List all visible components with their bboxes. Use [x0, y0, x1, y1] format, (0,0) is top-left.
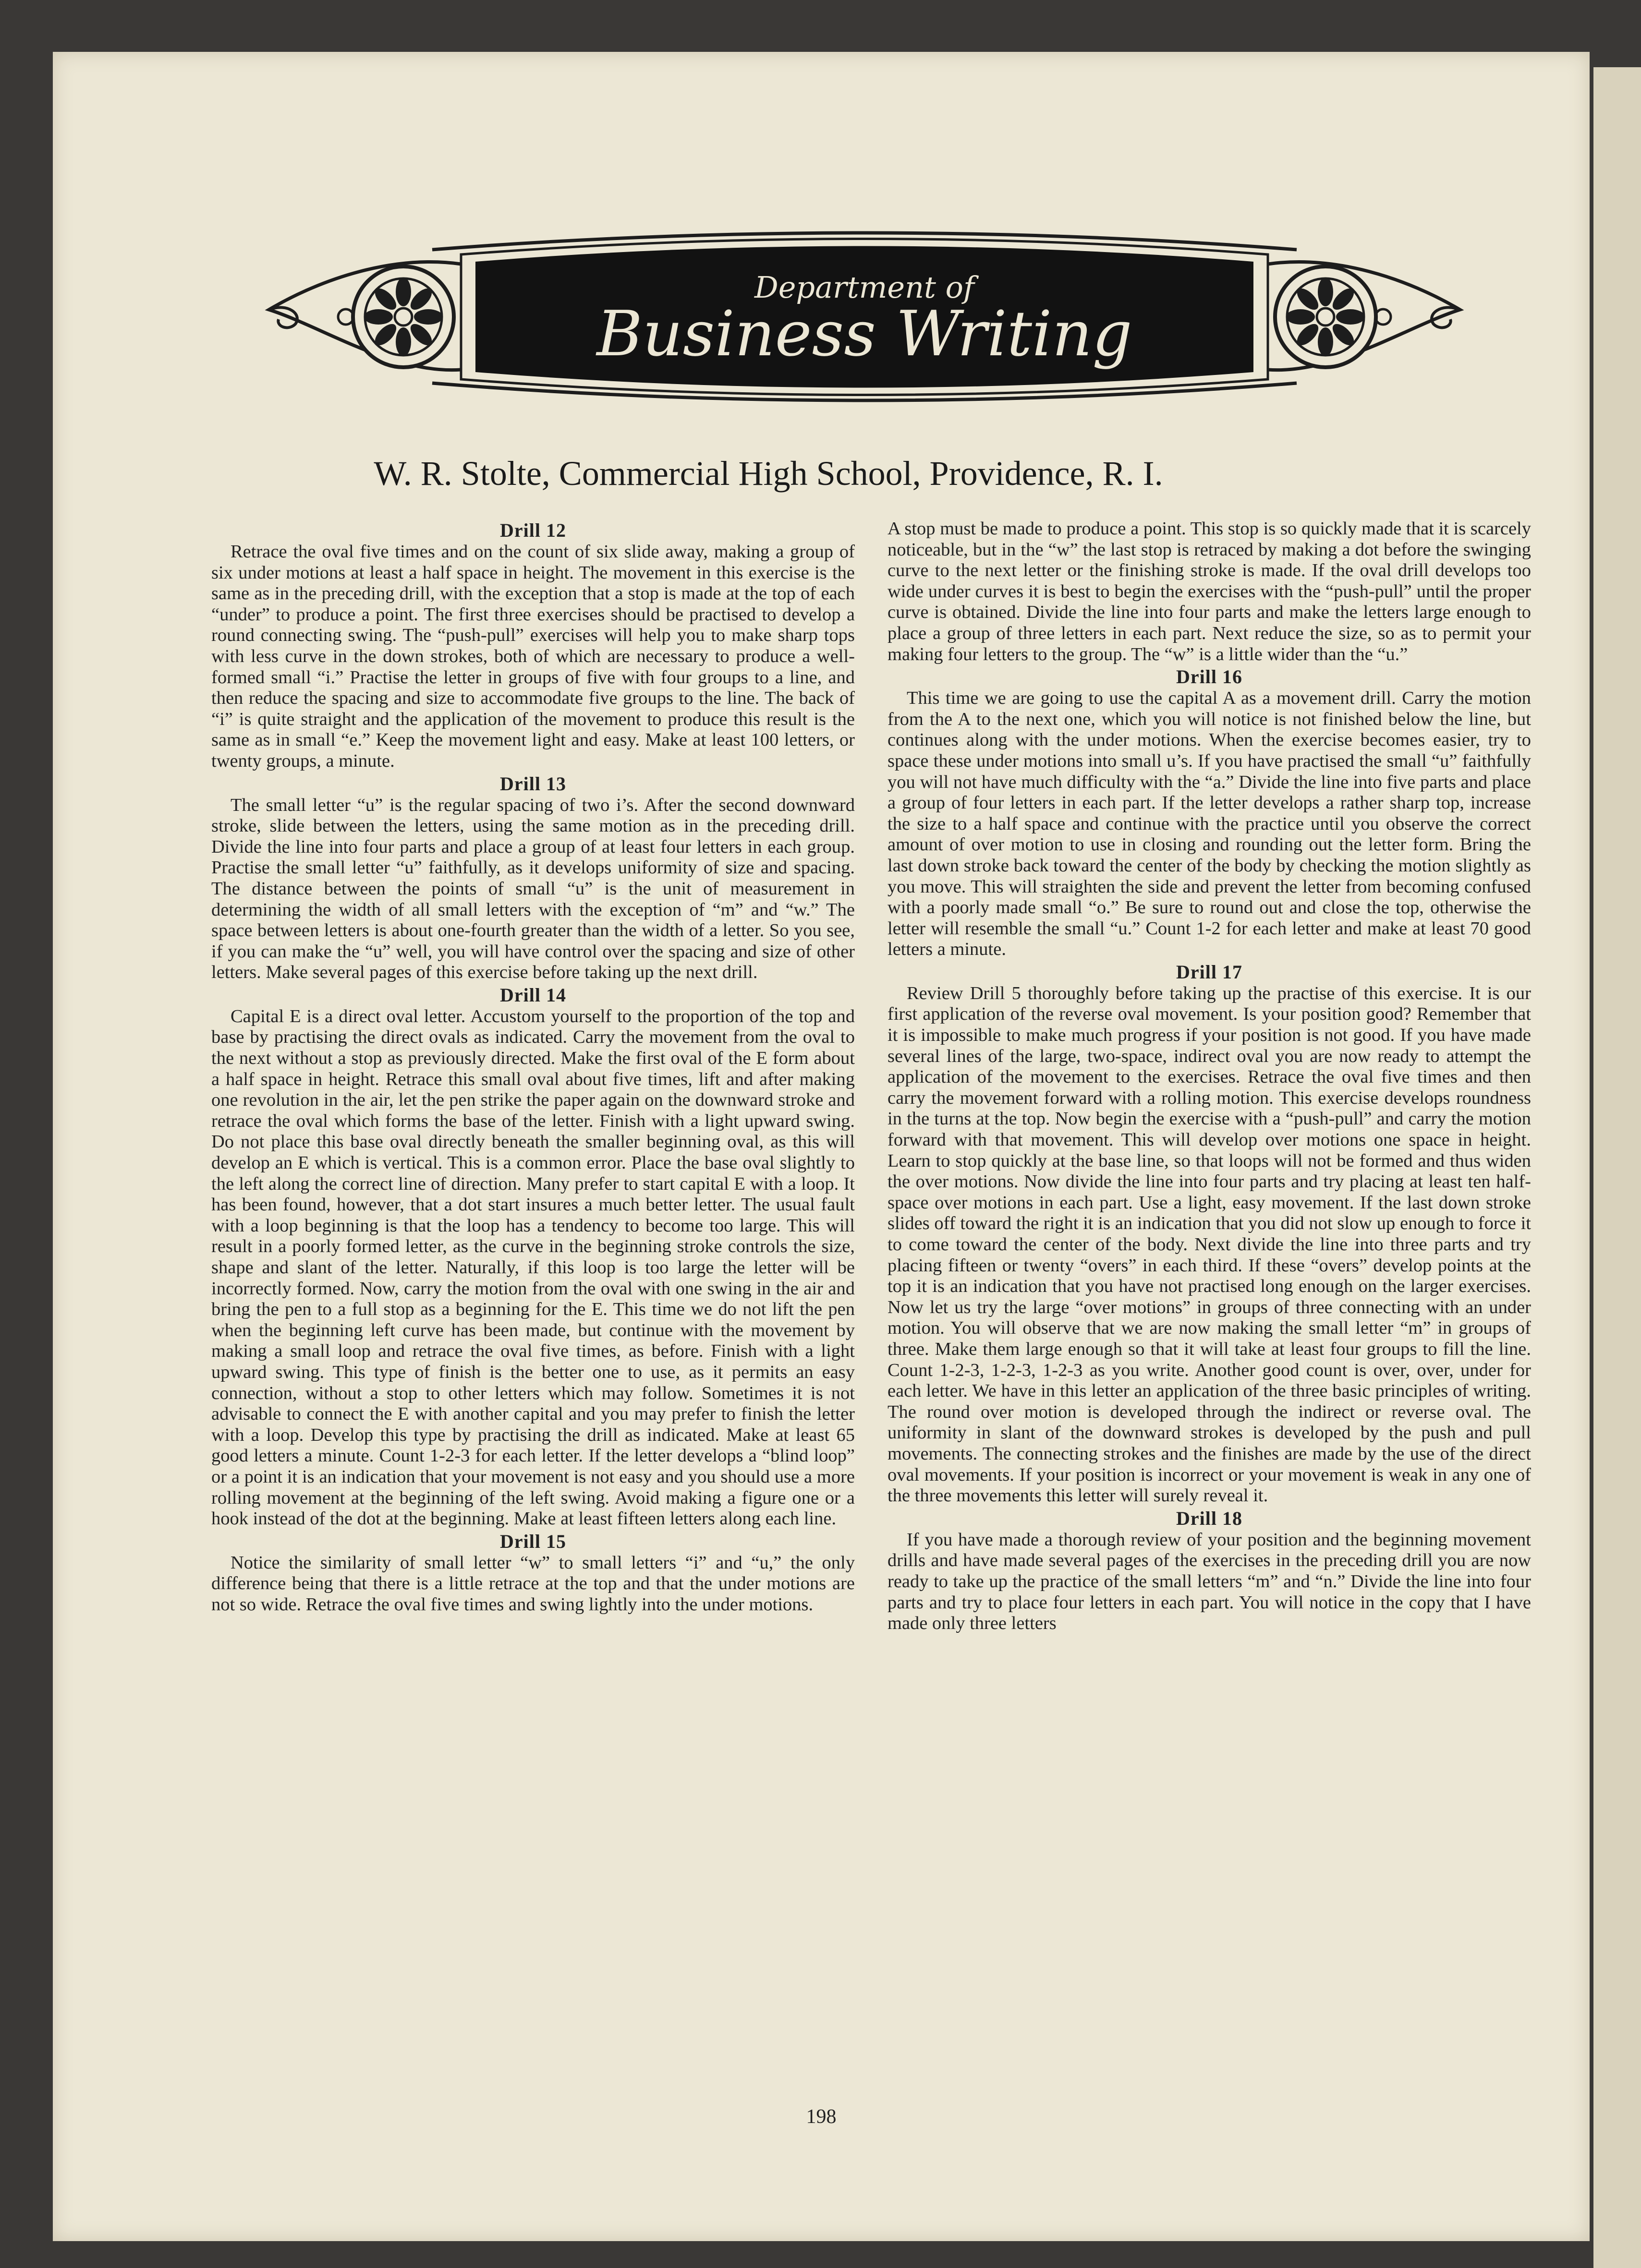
left-rosette-icon: [353, 266, 454, 367]
drill-13-text: The small letter “u” is the regular spacing of two i’s. After the second downward stroke, slide between the letters, using the same motion as in the preceding drill. Divide the line into four parts and place a group of at least four letters in each group. Practise the small letter “u” faithfully, as it develops uniformity of size and spacing. The distance between the points of small “u” is the unit of measurement in determining the width of all small letters with the exception of “m” and “w.” The space between letters is about one-fourth greater than the width of a letter. So you see, if you can make the “u” well, you will have control over the spacing and size of other letters. Make several pages of this exercise before taking up the next drill.: [211, 795, 855, 983]
drill-16-text: This time we are going to use the capital A as a movement drill. Carry the motion from the A to the next one, which you will notice is not finished below the line, but continues along with the under motions. When the exercise becomes easier, try to space these under motions into small u’s. If you have practised the small “u” faithfully you will not have much difficulty with the “a.” Divide the line into five parts and place a group of four letters in each part. If the letter develops a rather sharp top, increase the size to a half space and continue with the practice until you observe the correct amount of over motion to use in closing and rounding out the letter form. Bring the last down stroke back toward the center of the body by checking the motion slightly as you move. This will straighten the side and prevent the letter from becoming confused with a poorly made small “o.” Be sure to round out and close the top, otherwise the letter will resemble the small “u.” Count 1-2 for each letter and make at least 70 good letters a minute.: [887, 688, 1531, 960]
banner-title-small: Department of: [754, 270, 974, 305]
drill-13-heading: Drill 13: [500, 772, 566, 795]
banner-title-large: Business Writing: [596, 297, 1132, 370]
drill-18-text: If you have made a thorough review of your position and the beginning movement drills and have made several pages of the exercises in the preceding drill you are now ready to take up the practice of the small letters “m” and “n.” Divide the line into four parts and try to place four letters in each part. You will notice in the copy that I have made only three letters: [887, 1529, 1531, 1634]
drill-15-heading: Drill 15: [500, 1530, 566, 1552]
left-column: [211, 519, 855, 2055]
adjacent-page-edge: [1593, 67, 1641, 2268]
drill-12-heading: Drill 12: [500, 519, 566, 541]
drill-14-heading: Drill 14: [500, 984, 566, 1006]
drill-18-heading: Drill 18: [1176, 1507, 1242, 1529]
right-column: [887, 519, 1531, 2055]
drill-15-text-continued: A stop must be made to produce a point. This stop is so quickly made that it is scarcely noticeable, but in the “w” the last stop is retraced by making a dot before the swinging curve to the next letter or the finishing stroke is made. If the oval drill develops too wide under curves it is best to begin the exercises with the “push-pull” until the proper curve is obtained. Divide the line into four parts and make the letters large enough to place a group of three letters in each part. Next reduce the size, so as to permit your making four letters to the group. The “w” is a little wider than the “u.”: [887, 519, 1531, 664]
right-rosette-icon: [1275, 266, 1376, 367]
page-number: 198: [806, 2106, 837, 2128]
department-banner: [250, 182, 1479, 451]
drill-14-text: Capital E is a direct oval letter. Accustom yourself to the proportion of the top and base by practising the direct ovals as indicated. Carry the movement from the oval to the next without a stop as previously directed. Make the first oval of the E form about a half space in height. Retrace this small oval about five times, lift and after making one revolution in the air, let the pen strike the paper again on the downward stroke and retrace the oval which forms the base of the letter. Finish with a light upward swing. Do not place this base oval directly beneath the smaller beginning oval, as this will develop an E which is vertical. This is a common error. Place the base oval slightly to the left along the correct line of direction. Many prefer to start capital E with a loop. It has been found, however, that a dot start insures a much better letter. The usual fault with a loop beginning is that the loop has a tendency to become too large. This will result in a poorly formed letter, as the curve in the beginning stroke controls the size, shape and slant of the letter. Naturally, if this loop is too large the letter will be incorrectly formed. Now, carry the motion from the oval with one swing in the air and bring the pen to a full stop as a beginning for the E. This time we do not lift the pen when the beginning left curve has been made, but continue with the movement by making a small loop and retrace the oval five times, as before. Finish with a light upward swing. This type of finish is the better one to use, as it permits an easy connection, without a stop to other letters which may follow. Sometimes it is not advisable to connect the E with another capital and you may prefer to finish the letter with a loop. Develop this type by practising the drill as indicated. Make at least 65 good letters a minute. Count 1-2-3 for each letter. If the letter develops a “blind loop” or a point it is an indication that your movement is not easy and you should use a more rolling movement at the beginning of the left swing. Avoid making a figure one or a hook instead of the dot at the beginning. Make at least fifteen letters along each line.: [211, 1006, 855, 1529]
drill-15-text: Notice the similarity of small letter “w” to small letters “i” and “u,” the only difference being that there is a little retrace at the top and that the under motions are not so wide. Retrace the oval five times and swing lightly into the under motions.: [211, 1552, 855, 1615]
drill-17-heading: Drill 17: [1176, 961, 1242, 983]
drill-17-text: Review Drill 5 thoroughly before taking up the practise of this exercise. It is our first application of the reverse oval movement. Is your position good? Remember that it is impossible to make much progress if your position is not good. If you have made several lines of the large, two-space, indirect oval you are now ready to attempt the application of the movement to the exercises. Retrace the oval five times and then carry the movement forward with a rolling motion. This exercise develops roundness in the turns at the top. Now begin the exercise with a “push-pull” and carry the motion forward with that movement. This will develop over motions one space in height. Learn to stop quickly at the base line, so that loops will not be formed and thus widen the over motions. Now divide the line into four parts and try placing at least ten half-space over motions in each part. Use a light, easy movement. If the last down stroke slides off toward the right it is an indication that you did not slow up enough to force it to come toward the center of the body. Next divide the line into three parts and try placing fifteen or twenty “overs” in each third. If these “overs” develop points at the top it is an indication that you have not practised long enough on the larger exercises. Now let us try the large “over motions” in groups of three connecting with an under motion. You will observe that we are now making the small letter “m” in groups of three. Make them large enough so that it will take at least four groups to fill the line. Count 1-2-3, 1-2-3, 1-2-3 as you write. Another good count is over, over, under for each letter. We have in this letter an application of the three basic principles of writing. The round over motion is developed through the indirect or reverse oval. The uniformity in slant of the downward strokes is developed by the push and pull movements. The connecting strokes and the finishes are made by the use of the direct oval movements. If your position is incorrect or your movement is weak in any one of the three movements this letter will surely reveal it.: [887, 983, 1531, 1506]
drill-16-heading: Drill 16: [1176, 666, 1242, 688]
author-byline: W. R. Stolte, Commercial High School, Providence, R. I.: [374, 454, 1163, 493]
drill-12-text: Retrace the oval five times and on the count of six slide away, making a group of six under motions at least a half space in height. The movement in this exercise is the same as in the preceding drill, with the exception that a stop is made at the top of each “under” to produce a point. The first three exercises should be practised to develop a round connecting swing. The “push-pull” exercises will help you to make sharp tops with less curve in the down strokes, both of which are necessary to produce a well-formed small “i.” Practise the letter in groups of five with four groups to a line, and then reduce the spacing and size to accommodate five groups to the line. The back of “i” is quite straight and the application of the movement to produce this result is the same as in small “e.” Keep the movement light and easy. Make at least 100 letters, or twenty groups, a minute.: [211, 542, 855, 771]
